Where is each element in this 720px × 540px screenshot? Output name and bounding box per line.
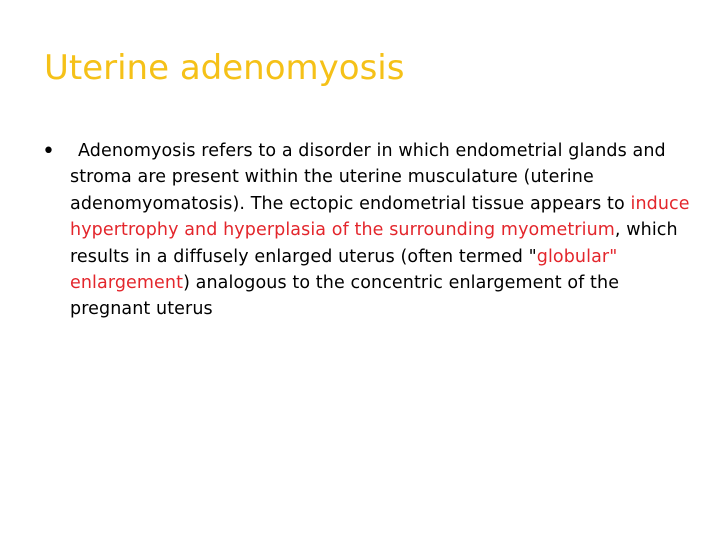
text-segment: , which results in a diffusely enlarged uterus (often termed " — [70, 220, 678, 267]
bullet-dot-icon: • — [42, 139, 55, 164]
text-segment: ) analogous to the concentric enlargement of the pregnant uterus — [70, 273, 620, 320]
highlighted-text: globular" enlargement — [70, 246, 618, 294]
bullet-list — [44, 138, 694, 323]
bullet-text — [70, 138, 694, 323]
text-segment: Adenomyosis refers to a disorder in which endometrial glands and stroma are present within the uterine musculature (uterine adenomyomatosis). The ectopic endometrial tissue appears to — [70, 141, 666, 214]
slide-title: Uterine adenomyosis — [44, 48, 405, 88]
highlighted-text: induce hypertrophy and hyperplasia of the surrounding myometrium — [70, 193, 690, 241]
bullet-item — [44, 138, 694, 323]
